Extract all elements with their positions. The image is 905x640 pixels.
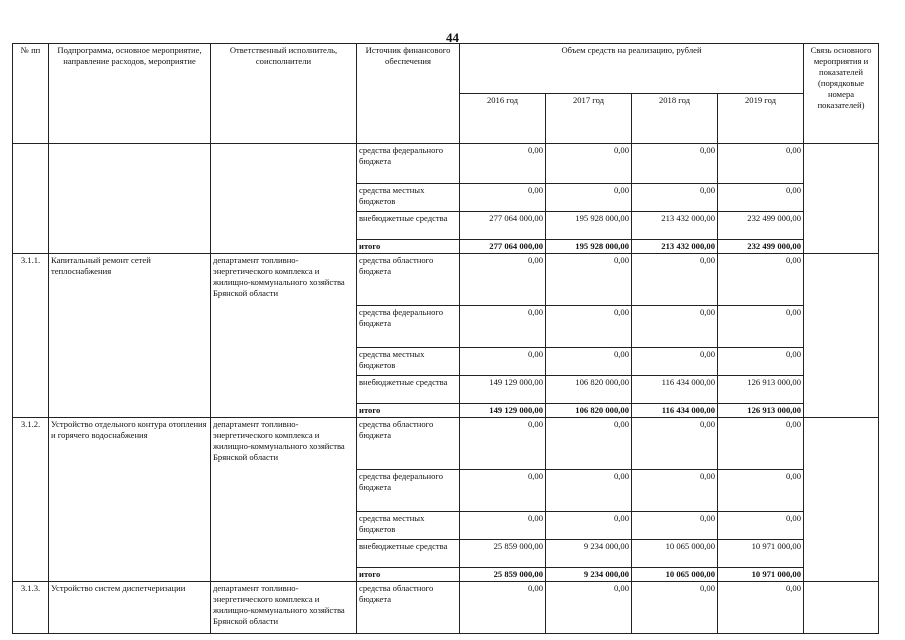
source-label: средства федерального бюджета	[357, 470, 460, 512]
cell-name: Устройство отдельного контура отопления и горячего водоснабжения	[49, 418, 211, 582]
source-label: итого	[357, 404, 460, 418]
value-cell: 116 434 000,00	[632, 376, 718, 404]
cell-executor	[211, 144, 357, 254]
value-cell: 0,00	[632, 418, 718, 470]
source-label: средства местных бюджетов	[357, 184, 460, 212]
value-cell: 10 971 000,00	[718, 568, 804, 582]
value-cell: 0,00	[546, 582, 632, 634]
source-label: средства местных бюджетов	[357, 348, 460, 376]
value-cell: 0,00	[632, 348, 718, 376]
header-source: Источник финансового обеспечения	[357, 44, 460, 144]
value-cell: 0,00	[718, 582, 804, 634]
value-cell: 0,00	[632, 184, 718, 212]
value-cell: 10 065 000,00	[632, 568, 718, 582]
value-cell: 232 499 000,00	[718, 240, 804, 254]
value-cell: 126 913 000,00	[718, 404, 804, 418]
cell-executor: департамент топливно-энергетического комплекса и жилищно-коммунального хозяйства Брянской области	[211, 254, 357, 418]
cell-name: Капитальный ремонт сетей теплоснабжения	[49, 254, 211, 418]
cell-executor: департамент топливно-энергетического комплекса и жилищно-коммунального хозяйства Брянской области	[211, 582, 357, 634]
value-cell: 0,00	[718, 348, 804, 376]
source-label: итого	[357, 568, 460, 582]
value-cell: 0,00	[460, 306, 546, 348]
value-cell: 277 064 000,00	[460, 212, 546, 240]
cell-link	[804, 144, 879, 254]
value-cell: 0,00	[460, 144, 546, 184]
value-cell: 116 434 000,00	[632, 404, 718, 418]
value-cell: 106 820 000,00	[546, 404, 632, 418]
value-cell: 0,00	[718, 184, 804, 212]
value-cell: 0,00	[632, 512, 718, 540]
cell-name: Устройство систем диспетчеризации	[49, 582, 211, 634]
source-label: итого	[357, 240, 460, 254]
cell-no: 3.1.1.	[13, 254, 49, 418]
header-year-2018: 2018 год	[632, 94, 718, 144]
value-cell: 213 432 000,00	[632, 240, 718, 254]
header-year-2016: 2016 год	[460, 94, 546, 144]
header-link: Связь основного мероприятия и показателей (порядковые номера показателей)	[804, 44, 879, 144]
cell-no	[13, 144, 49, 254]
value-cell: 0,00	[718, 470, 804, 512]
table-row	[13, 144, 879, 184]
cell-executor: департамент топливно-энергетического комплекса и жилищно-коммунального хозяйства Брянской области	[211, 418, 357, 582]
header-row	[13, 44, 879, 94]
header-no: № пп	[13, 44, 49, 144]
source-label: средства местных бюджетов	[357, 512, 460, 540]
value-cell: 0,00	[460, 184, 546, 212]
value-cell: 0,00	[460, 348, 546, 376]
source-label: средства областного бюджета	[357, 418, 460, 470]
table-row	[13, 418, 879, 470]
value-cell: 9 234 000,00	[546, 568, 632, 582]
source-label: средства областного бюджета	[357, 254, 460, 306]
value-cell: 195 928 000,00	[546, 240, 632, 254]
value-cell: 0,00	[718, 254, 804, 306]
value-cell: 232 499 000,00	[718, 212, 804, 240]
value-cell: 213 432 000,00	[632, 212, 718, 240]
source-label: средства федерального бюджета	[357, 144, 460, 184]
value-cell: 277 064 000,00	[460, 240, 546, 254]
source-label: внебюджетные средства	[357, 212, 460, 240]
value-cell: 0,00	[460, 512, 546, 540]
value-cell: 10 971 000,00	[718, 540, 804, 568]
value-cell: 0,00	[718, 418, 804, 470]
cell-link	[804, 418, 879, 582]
value-cell: 0,00	[546, 306, 632, 348]
value-cell: 0,00	[546, 348, 632, 376]
value-cell: 0,00	[546, 512, 632, 540]
source-label: средства федерального бюджета	[357, 306, 460, 348]
value-cell: 0,00	[460, 418, 546, 470]
header-volume: Объем средств на реализацию, рублей	[460, 44, 804, 94]
value-cell: 106 820 000,00	[546, 376, 632, 404]
source-label: внебюджетные средства	[357, 540, 460, 568]
header-year-2019: 2019 год	[718, 94, 804, 144]
value-cell: 0,00	[546, 254, 632, 306]
table-row	[13, 582, 879, 634]
value-cell: 0,00	[718, 144, 804, 184]
value-cell: 25 859 000,00	[460, 568, 546, 582]
value-cell: 149 129 000,00	[460, 404, 546, 418]
cell-no: 3.1.2.	[13, 418, 49, 582]
value-cell: 0,00	[718, 512, 804, 540]
header-subprogram: Подпрограмма, основное мероприятие, направление расходов, мероприятие	[49, 44, 211, 144]
page-number: 44	[446, 30, 459, 45]
value-cell: 0,00	[460, 470, 546, 512]
value-cell: 25 859 000,00	[460, 540, 546, 568]
value-cell: 149 129 000,00	[460, 376, 546, 404]
value-cell: 0,00	[546, 184, 632, 212]
value-cell: 195 928 000,00	[546, 212, 632, 240]
cell-link	[804, 582, 879, 634]
header-executor: Ответственный исполнитель, соисполнители	[211, 44, 357, 144]
value-cell: 10 065 000,00	[632, 540, 718, 568]
value-cell: 0,00	[546, 144, 632, 184]
value-cell: 0,00	[718, 306, 804, 348]
value-cell: 0,00	[632, 254, 718, 306]
value-cell: 0,00	[546, 418, 632, 470]
value-cell: 0,00	[546, 470, 632, 512]
value-cell: 0,00	[632, 144, 718, 184]
budget-table	[12, 43, 879, 634]
source-label: средства областного бюджета	[357, 582, 460, 634]
value-cell: 0,00	[632, 306, 718, 348]
header-year-2017: 2017 год	[546, 94, 632, 144]
source-label: внебюджетные средства	[357, 376, 460, 404]
table-row	[13, 254, 879, 306]
value-cell: 0,00	[460, 582, 546, 634]
cell-link	[804, 254, 879, 418]
value-cell: 126 913 000,00	[718, 376, 804, 404]
value-cell: 9 234 000,00	[546, 540, 632, 568]
value-cell: 0,00	[460, 254, 546, 306]
value-cell: 0,00	[632, 582, 718, 634]
cell-no: 3.1.3.	[13, 582, 49, 634]
value-cell: 0,00	[632, 470, 718, 512]
cell-name	[49, 144, 211, 254]
